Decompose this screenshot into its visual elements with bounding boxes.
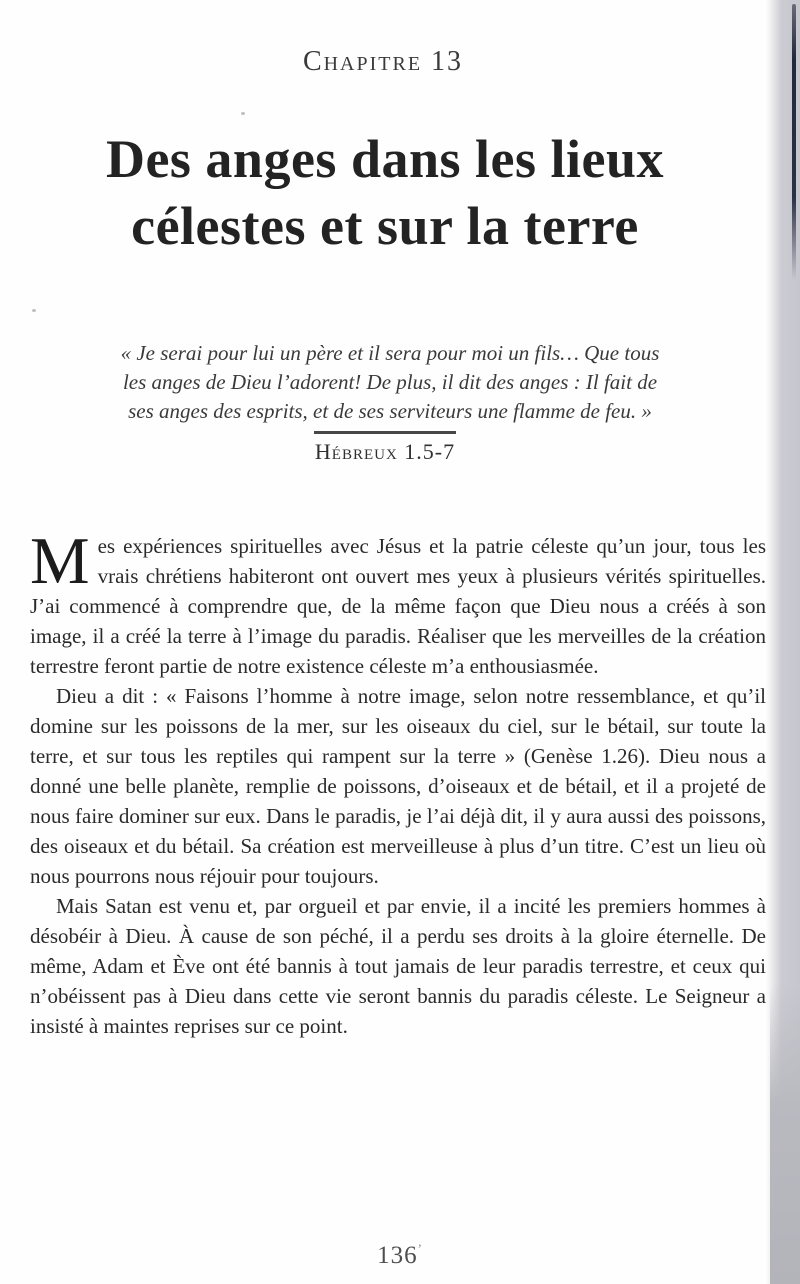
epigraph-attribution-block: [0, 431, 770, 465]
paragraph-2: Dieu a dit : « Faisons l’homme à notre image, selon notre ressemblance, et qu’il domine sur les poissons de la mer, sur les oiseaux du ciel, sur le bétail, sur toute la terre, et sur tous les reptiles qui rampent sur la terre » (Genèse 1.26). Dieu nous a donné une belle planète, remplie de poissons, d’oiseaux et de bétail, et il a projeté de nous faire dominer sur eux. Dans le paradis, je l’ai déjà dit, il y aura aussi des poissons, des oiseaux et du bétail. Sa création est merveilleuse à plus d’un titre. C’est un lieu où nous pourrons nous réjouir pour toujours.: [30, 684, 766, 888]
scan-speck: [241, 112, 245, 115]
page-number: [0, 1241, 800, 1270]
scan-right-gutter-shadow: [770, 984, 800, 1284]
epigraph-line-3: ses anges des esprits, et de ses serviteurs une flamme de feu. »: [128, 399, 652, 423]
paragraph-1: [30, 524, 766, 681]
epigraph-line-1: « Je serai pour lui un père et il sera pour moi un fils… Que tous: [120, 341, 660, 365]
scan-page-edge-line: [792, 4, 796, 280]
chapter-title-line-1: Des anges dans les lieux: [105, 129, 665, 189]
epigraph-line-2: les anges de Dieu l’adorent! De plus, il dit des anges : Il fait de: [122, 370, 658, 394]
chapter-heading: Chapitre 13: [302, 46, 464, 77]
paragraph-1-text: es expériences spirituelles avec Jésus et la patrie céleste qu’un jour, tous les vrais chrétiens habiteront ont ouvert mes yeux à plusieurs vérités spirituelles. J’ai commencé à comprendre que, de la même façon que Dieu nous a créés à son image, il a créé la terre à l’image du paradis. Réaliser que les merveilles de la création terrestre feront partie de notre existence céleste m’a enthousiasmée.: [30, 534, 766, 678]
chapter-title-line-2: célestes et sur la terre: [131, 196, 639, 256]
epigraph-source: Hébreux 1.5-7: [314, 439, 456, 464]
epigraph-quote: [0, 339, 780, 426]
scan-stray-mark: ’: [417, 1241, 423, 1256]
attribution-rule: [314, 431, 456, 434]
page-number-value: 136: [377, 1242, 418, 1269]
scan-speck: [32, 309, 36, 312]
paragraph-3: Mais Satan est venu et, par orgueil et par envie, il a incité les premiers hommes à désobéir à Dieu. À cause de son péché, il a perdu ses droits à la gloire éternelle. De même, Adam et Ève ont été bannis à tout jamais de leur paradis terrestre, et ceux qui n’obéissent pas à Dieu dans cette vie seront bannis du paradis céleste. Le Seigneur a insisté à maintes reprises sur ce point.: [30, 894, 766, 1038]
drop-cap: M: [30, 524, 90, 598]
body-text: [30, 524, 766, 1041]
chapter-title: [0, 126, 770, 260]
